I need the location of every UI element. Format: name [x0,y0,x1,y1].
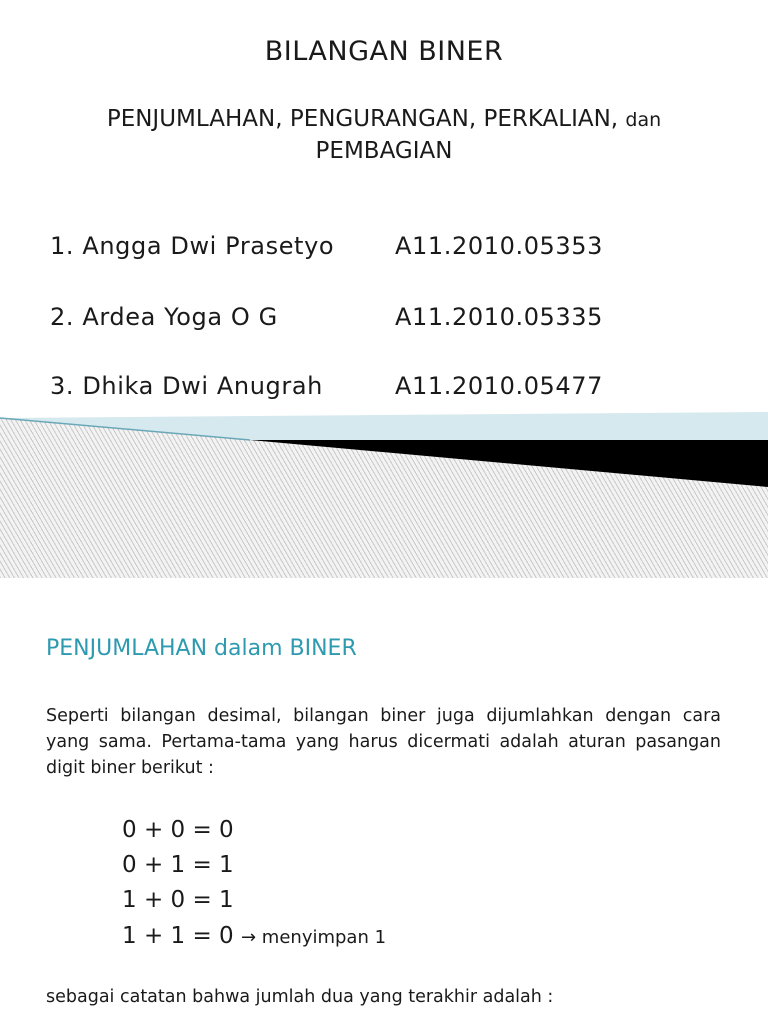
intro-paragraph: Seperti bilangan desimal, bilangan biner juga dijumlahkan dengan cara yang sama. Pertama-tama yang harus dicermati adalah aturan pasangan digit biner berikut : [46,706,721,778]
content-slide [0,578,768,1024]
slide-title: BILANGAN BINER [264,36,504,67]
subtitle-line2: PEMBAGIAN [315,138,453,164]
member-name: 3. Dhika Dwi Anugrah [50,372,323,400]
rule-expr: 0 + 0 = 0 [122,817,234,843]
addition-rule [122,887,234,913]
black-wedge [250,440,768,487]
subtitle-small: dan [625,109,662,131]
light-blue-band [0,412,768,440]
rule-expr: 1 + 1 = 0 [122,923,234,949]
carry-note: → menyimpan 1 [241,927,387,948]
rule-expr: 1 + 0 = 1 [122,887,234,913]
member-name: 2. Ardea Yoga O G [50,303,278,331]
section-heading: PENJUMLAHAN dalam BINER [46,636,357,661]
addition-rule [122,817,234,843]
member-nim: A11.2010.05477 [395,372,604,400]
member-nim: A11.2010.05335 [395,303,604,331]
member-name: 1. Angga Dwi Prasetyo [50,232,335,260]
subtitle-main: PENJUMLAHAN, PENGURANGAN, PERKALIAN, [106,106,619,132]
rule-expr: 0 + 1 = 1 [122,852,234,878]
addition-rule [122,923,386,949]
addition-rule [122,852,234,878]
footer-text: sebagai catatan bahwa jumlah dua yang terakhir adalah : [46,987,554,1007]
member-nim: A11.2010.05353 [395,232,604,260]
